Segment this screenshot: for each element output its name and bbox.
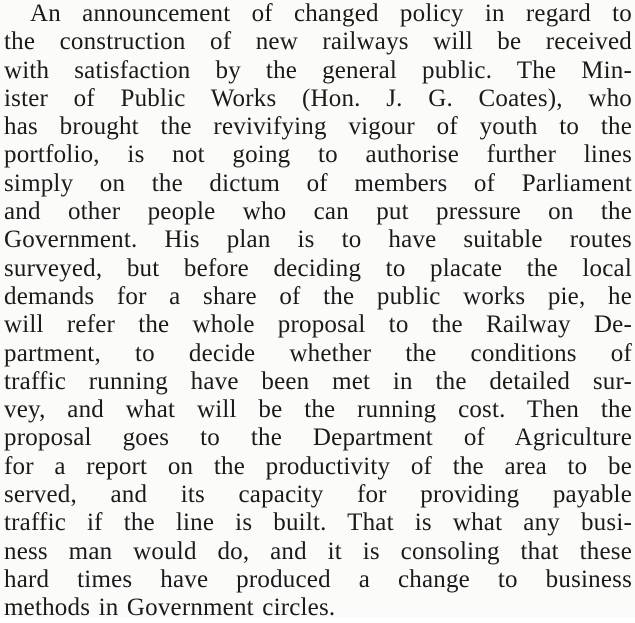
text-line: proposal goes to the Department of Agriculture [4,424,632,452]
text-line: traffic running have been met in the detailed sur- [4,367,632,395]
text-line: has brought the revivifying vigour of youth to the [4,113,632,141]
text-line: ness man would do, and it is consoling that these [4,537,632,565]
article-paragraph [4,0,632,623]
text-line: demands for a share of the public works pie, he [4,282,632,310]
text-line: hard times have produced a change to business [4,565,632,593]
text-line: An announcement of changed policy in regard to [30,0,632,27]
text-line: with satisfaction by the general public. The Min- [4,56,632,84]
text-line: traffic if the line is built. That is what any busi- [4,509,632,537]
text-line: and other people who can put pressure on the [4,198,632,226]
text-line: surveyed, but before deciding to placate the local [4,254,632,282]
text-line: simply on the dictum of members of Parliament [4,169,632,197]
text-line: the construction of new railways will be received [4,28,632,56]
text-line: vey, and what will be the running cost. Then the [4,396,632,424]
text-line: portfolio, is not going to authorise further lines [4,141,632,169]
text-line: for a report on the productivity of the area to be [4,452,632,480]
text-line: will refer the whole proposal to the Railway De- [4,311,632,339]
text-line: Government. His plan is to have suitable routes [4,226,632,254]
text-line: served, and its capacity for providing payable [4,481,632,509]
text-line: methods in Government circles. [4,594,336,622]
text-line: ister of Public Works (Hon. J. G. Coates), who [4,84,632,112]
text-line: partment, to decide whether the conditions of [4,339,632,367]
